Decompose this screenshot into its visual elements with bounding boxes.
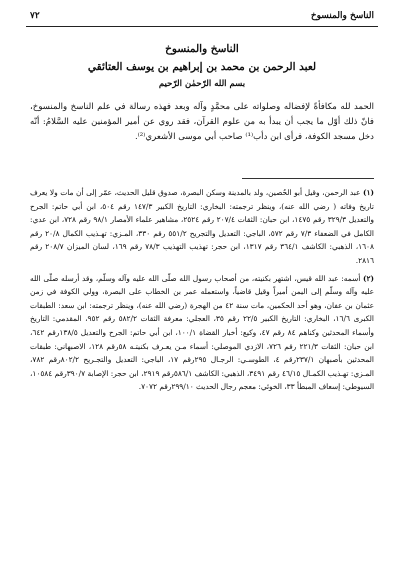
page-number: ٧٢	[30, 11, 40, 21]
footnotes	[30, 186, 374, 398]
running-header-title: الناسخ والمنسوخ	[310, 11, 374, 21]
footnote-number: (٢)	[363, 273, 374, 283]
basmala: بسم الله الرّحمٰن الرّحيم	[158, 79, 246, 89]
footnote-text: أسمه: عبد الله قيس، اشتهر بكنيته، من أصحاب رسول الله صلّى الله عليه وآله وسلّم، وقد أرسله صلّى الله عليه وآله وسلّم إلى اليمن أميراً وقيل قاضياً، واستعمله عمر بن الخطاب على البصرة، وولي الكوفة في زمن عثمان بن عفان، وهو أحد الحكمين، مات سنة ٤٢ من الهجرة (رضي الله عنه)، وينظر ترجمته: ابن سعد: الطبقات الكبرى ١٦/٦، البخاري: التاريخ الكبير ٢٢/٥ رقم ٣٥، العجلي: معرفة الثقات ٥٨٢/٢ رقم ٩٥٢، المقدمي: التاريخ وأسماء المحدثين وكناهم ٨٤ رقم ٤٧، وكيع: أخبار القضاة ١٠٠/١، ابن أبي حاتم: الجرح والتعديل ١٣٨/٥رقم ٦٤٢، ابن حبان: الثقات ٢٢١/٣ رقم ٧٢٦، الازدي الموصلي: أسماء مـن يعـرف بكنيتـه ٥٨رقم ١٢٨، الاصبهاني: طبقات المحدثين بأصبهان ٢٣٧/١رقم ٤، الطوسـي: الرجـال ٢٩٥رقم ١٧، الباجي: التعديل والتجـريح ٨٠٢/٢رقم ٧٨٢، المـزي: تهـذيب الكمـال ٤٦/١٥ رقم ٣٤٩١، الذهبي: الكاشف ٥٨٦/١رقم ٢٩١٩، ابن حجر: الإصابة ٣٩٠/٧رقم ١٠٥٨٤، السيوطي: إسعاف المبطأ ٣٣، الخوئي: معجم رجال الحديث ٢٩٩/١٠رقم ٧٠٧٢.	[30, 273, 375, 392]
body-paragraph: الحمد لله مكافأةً لإفضاله وصلواته على محمَّدٍ وآله وبعد فهذه رسالة في علم الناسخ والمنسوخ، فانّ ذلك أوّل ما يجب أن يبدأ به من علوم القرآن، فقد روي عن أمير المؤمنين عليه السَّلامُ: أنّه دخل مسجد الكوفة، فرأى ابن دأب⁽¹⁾ صاحب أبي موسى الأشعري⁽²⁾.	[30, 102, 374, 142]
footnote	[30, 186, 374, 268]
footnote-text: عبد الرحمن، وقيل أبو الحُصين، ولد بالمدينة وسكن البصرة، صدوق قليل الحديث، عمّر إلى أن مات ولا يعرف تاريخ وفاته ( رضي الله عنه)، وينظر ترجمته: البخاري: التاريخ الكبير ١٤٧/٣ رقم ٥٠٤، ابن أبي حاتم: الجرح والتعديل ٣٢٩/٣ رقم ١٤٧٥، ابن حبان: الثقات ٢٠٧/٤ رقم ٢٥٢٤، مشاهير علماء الأمصار ٩٨/١ رقم ٧٢٨، ابن عدي: الكامل في الضعفاء ٧/٣ رقم ٥٧٢، الباجي: التعديل والتجريح ٥٥١/٢ رقم ٣٣٠، المـزي: تهـذيب الكمال ٢٠/٨ رقم ١٦٠٨، الذهبي: الكاشف ٣٦٤/١ رقم ١٣١٧، ابن حجر: تهذيب التهذيب ٧٨/٣ رقم ١٦٩، لسان الميزان ٢٠٨/٧ رقم ٢٨١٦.	[30, 188, 374, 265]
title-block	[30, 40, 374, 92]
document-title: الناسخ والمنسوخ	[165, 43, 239, 55]
author-line: لعبد الرحمن بن محمد بن إبراهيم بن يوسف العتائقي	[87, 61, 317, 73]
running-header	[26, 10, 378, 27]
footnote	[30, 272, 374, 394]
footnote-separator	[242, 178, 374, 179]
footnote-number: (١)	[363, 188, 374, 197]
body-text	[30, 100, 374, 145]
